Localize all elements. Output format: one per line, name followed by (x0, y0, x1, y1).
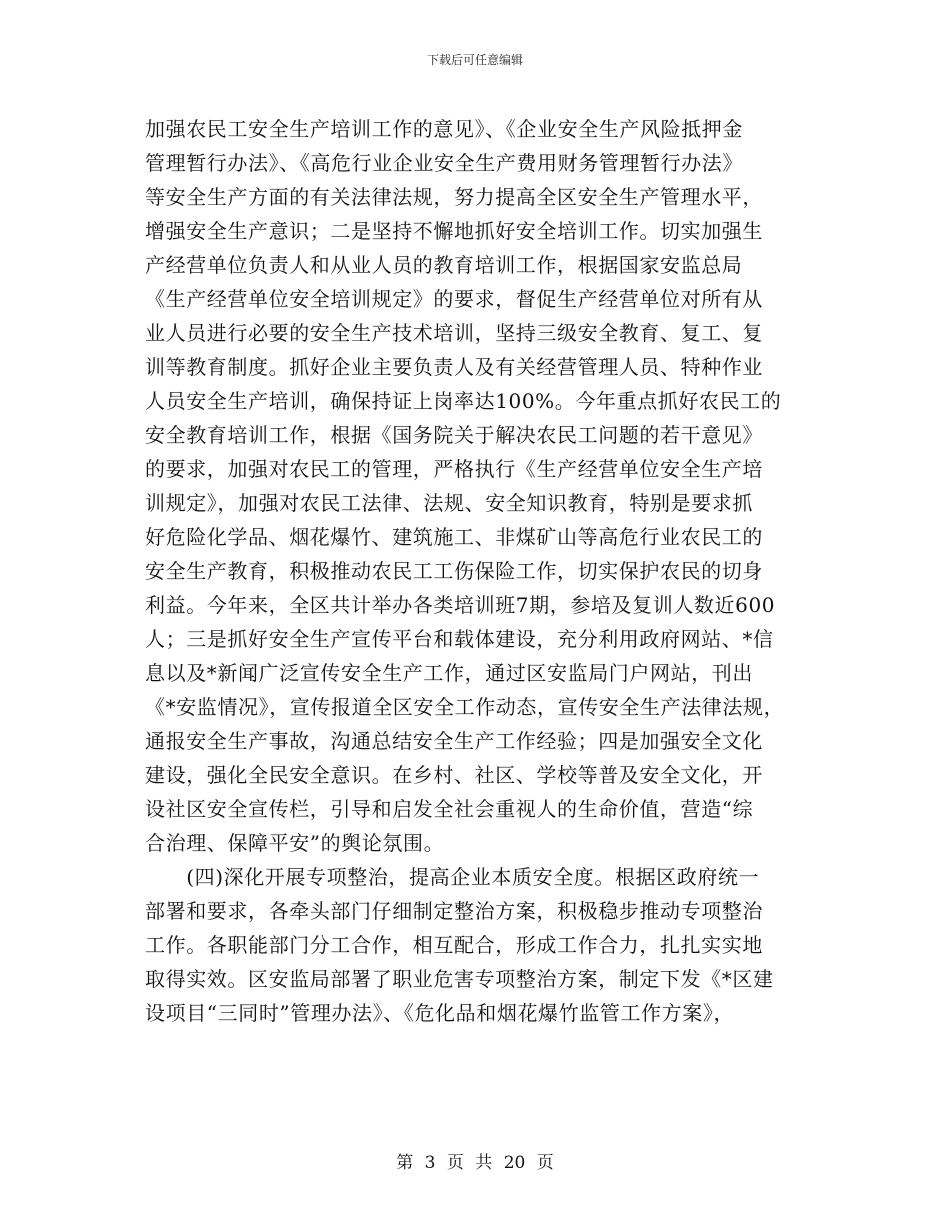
text-line: 通报安全生产事故，沟通总结安全生产工作经验；四是加强安全文化 (145, 729, 763, 753)
text-line: 加强农民工安全生产培训工作的意见》、《企业安全生产风险抵押金 (145, 117, 743, 141)
text-line: 训规定》，加强对农民工法律、法规、安全知识教育，特别是要求抓 (145, 491, 753, 515)
text-line: 《生产经营单位安全培训规定》的要求，督促生产经营单位对所有从 (145, 287, 763, 311)
text-line: 的要求，加强对农民工的管理，严格执行《生产经营单位安全生产培 (145, 457, 763, 481)
text-line: 产经营单位负责人和从业人员的教育培训工作，根据国家安监总局 (145, 253, 743, 277)
page-header: 下载后可任意编辑 (426, 53, 523, 67)
text-line: 人；三是抓好安全生产宣传平台和载体建设，充分利用政府网站、*信 (145, 627, 774, 651)
text-line: 业人员进行必要的安全生产技术培训，坚持三级安全教育、复工、复 (145, 321, 763, 345)
text-line: 息以及*新闻广泛宣传安全生产工作，通过区安监局门户网站，刊出 (145, 661, 753, 685)
text-line: 训等教育制度。抓好企业主要负责人及有关经营管理人员、特种作业 (145, 355, 763, 379)
text-line: 取得实效。区安监局部署了职业危害专项整治方案，制定下发《*区建 (145, 967, 774, 991)
text-line: 好危险化学品、烟花爆竹、建筑施工、非煤矿山等高危行业农民工的 (145, 525, 763, 549)
text-line: 合治理、保障平安”的舆论氛围。 (145, 831, 445, 855)
text-line: 利益。今年来，全区共计举办各类培训班7期，参培及复训人数近600 (145, 593, 776, 617)
text-line: 建设，强化全民安全意识。在乡村、社区、学校等普及安全文化，开 (145, 763, 763, 787)
text-line: 人员安全生产培训，确保持证上岗率达100%。今年重点抓好农民工的 (145, 389, 782, 413)
text-line: 工作。各职能部门分工合作，相互配合，形成工作合力，扎扎实实地 (145, 933, 763, 957)
text-line: 设社区安全宣传栏，引导和启发全社会重视人的生命价值，营造“综 (145, 797, 754, 821)
text-line: 增强安全生产意识；二是坚持不懈地抓好安全培训工作。切实加强生 (145, 219, 763, 243)
text-line: 部署和要求，各牵头部门仔细制定整治方案，积极稳步推动专项整治 (145, 899, 763, 923)
text-line: 管理暂行办法》、《高危行业企业安全生产费用财务管理暂行办法》 (145, 151, 743, 175)
document-body (145, 112, 825, 1030)
text-line: 安全生产教育，积极推动农民工工伤保险工作，切实保护农民的切身 (145, 559, 763, 583)
page-footer: 第 3 页 共 20 页 (396, 1153, 554, 1173)
text-line: 《*安监情况》，宣传报道全区安全工作动态，宣传安全生产法律法规， (145, 695, 785, 719)
text-line: 设项目“三同时”管理办法》、《危化品和烟花爆竹监管工作方案》， (145, 1001, 735, 1025)
text-line: 安全教育培训工作，根据《国务院关于解决农民工问题的若干意见》 (145, 423, 763, 447)
text-line: 等安全生产方面的有关法律法规，努力提高全区安全生产管理水平， (145, 185, 763, 209)
text-line: (四)深化开展专项整治，提高企业本质安全度。根据区政府统一 (145, 865, 760, 889)
